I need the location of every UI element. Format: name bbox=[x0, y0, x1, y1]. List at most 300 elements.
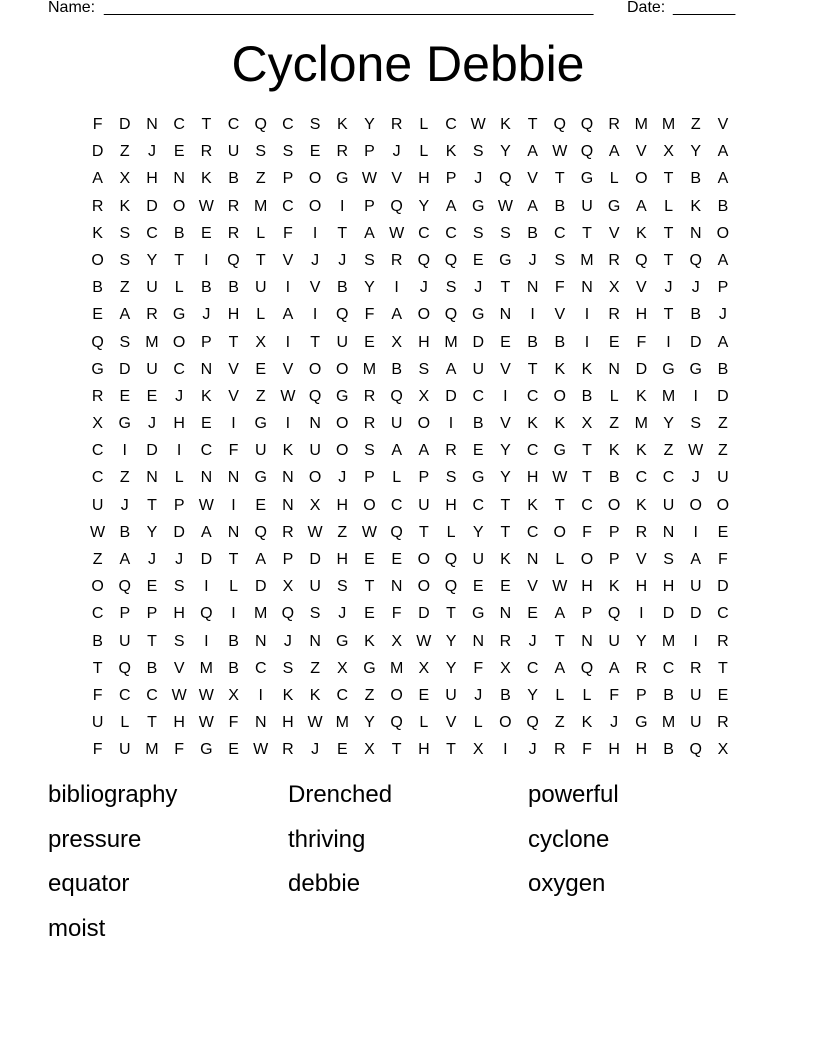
grid-cell[interactable]: C bbox=[336, 686, 349, 704]
grid-cell[interactable]: B bbox=[527, 333, 538, 351]
grid-cell[interactable]: P bbox=[717, 279, 729, 297]
grid-cell[interactable]: J bbox=[664, 279, 673, 297]
grid-cell[interactable]: Q bbox=[390, 714, 403, 732]
grid-cell[interactable]: D bbox=[689, 333, 702, 351]
grid-cell[interactable]: P bbox=[364, 143, 375, 161]
grid-cell[interactable]: X bbox=[282, 578, 294, 596]
grid-cell[interactable]: S bbox=[309, 116, 321, 133]
grid-cell[interactable]: H bbox=[635, 306, 648, 324]
grid-cell[interactable]: N bbox=[390, 578, 403, 596]
grid-cell[interactable]: U bbox=[309, 578, 321, 596]
grid-cell[interactable]: C bbox=[472, 496, 484, 514]
grid-cell[interactable]: R bbox=[717, 632, 729, 650]
grid-cell[interactable]: C bbox=[526, 442, 539, 460]
grid-cell[interactable]: W bbox=[389, 224, 405, 242]
grid-cell[interactable]: I bbox=[693, 632, 698, 650]
grid-cell[interactable]: N bbox=[227, 469, 240, 487]
grid-cell[interactable]: Q bbox=[200, 605, 213, 623]
grid-cell[interactable]: W bbox=[198, 714, 214, 732]
grid-cell[interactable]: M bbox=[199, 659, 213, 677]
grid-cell[interactable]: E bbox=[391, 551, 402, 568]
grid-cell[interactable]: C bbox=[662, 659, 675, 677]
grid-cell[interactable]: C bbox=[635, 469, 648, 487]
grid-cell[interactable]: T bbox=[718, 659, 728, 677]
grid-cell[interactable]: H bbox=[526, 469, 539, 487]
grid-cell[interactable]: Z bbox=[310, 659, 320, 677]
grid-cell[interactable]: L bbox=[120, 714, 130, 732]
grid-cell[interactable]: R bbox=[499, 632, 512, 650]
grid-cell[interactable]: X bbox=[418, 387, 430, 405]
grid-cell[interactable]: H bbox=[282, 714, 294, 732]
grid-cell[interactable]: F bbox=[283, 224, 293, 242]
grid-cell[interactable]: O bbox=[580, 551, 594, 568]
grid-cell[interactable]: D bbox=[173, 523, 185, 541]
name-field[interactable]: _______________________________________________________ bbox=[104, 0, 594, 16]
grid-cell[interactable]: M bbox=[254, 605, 268, 623]
grid-cell[interactable]: Q bbox=[336, 306, 349, 324]
grid-cell[interactable]: O bbox=[363, 496, 376, 514]
grid-cell[interactable]: H bbox=[146, 170, 158, 188]
grid-cell[interactable]: Y bbox=[663, 415, 674, 433]
grid-cell[interactable]: I bbox=[312, 306, 318, 324]
grid-cell[interactable]: N bbox=[608, 360, 620, 378]
grid-cell[interactable]: E bbox=[364, 551, 375, 568]
grid-cell[interactable]: W bbox=[416, 632, 432, 650]
grid-cell[interactable]: Q bbox=[580, 143, 594, 161]
grid-cell[interactable]: S bbox=[282, 143, 294, 161]
grid-cell[interactable]: E bbox=[119, 387, 131, 405]
grid-cell[interactable]: J bbox=[691, 279, 700, 297]
grid-cell[interactable]: C bbox=[445, 116, 457, 133]
grid-cell[interactable]: U bbox=[390, 415, 403, 433]
grid-cell[interactable]: E bbox=[717, 686, 729, 704]
grid-cell[interactable]: G bbox=[471, 197, 485, 215]
grid-cell[interactable]: U bbox=[581, 197, 593, 215]
grid-cell[interactable]: R bbox=[336, 143, 349, 161]
grid-cell[interactable]: K bbox=[282, 442, 294, 460]
grid-cell[interactable]: K bbox=[500, 116, 511, 133]
grid-cell[interactable]: J bbox=[283, 632, 292, 650]
grid-cell[interactable]: T bbox=[446, 741, 456, 759]
grid-cell[interactable]: E bbox=[255, 360, 267, 378]
grid-cell[interactable]: K bbox=[636, 387, 647, 405]
grid-cell[interactable]: B bbox=[717, 360, 729, 378]
grid-cell[interactable]: W bbox=[307, 523, 323, 541]
grid-cell[interactable]: B bbox=[554, 333, 566, 351]
grid-cell[interactable]: Q bbox=[689, 251, 702, 269]
grid-cell[interactable]: R bbox=[608, 306, 620, 324]
grid-cell[interactable]: D bbox=[309, 551, 321, 568]
grid-cell[interactable]: M bbox=[362, 360, 377, 378]
grid-cell[interactable]: B bbox=[201, 279, 212, 297]
grid-cell[interactable]: Y bbox=[527, 686, 538, 704]
grid-cell[interactable]: K bbox=[527, 496, 538, 514]
grid-cell[interactable]: O bbox=[499, 714, 512, 732]
grid-cell[interactable]: L bbox=[555, 686, 565, 704]
grid-cell[interactable]: B bbox=[119, 523, 131, 541]
grid-cell[interactable]: D bbox=[717, 578, 729, 596]
grid-cell[interactable]: W bbox=[552, 143, 568, 161]
grid-cell[interactable]: I bbox=[176, 442, 182, 460]
grid-cell[interactable]: K bbox=[608, 578, 620, 596]
grid-cell[interactable]: J bbox=[311, 251, 320, 269]
grid-cell[interactable]: T bbox=[147, 632, 157, 650]
grid-cell[interactable]: W bbox=[688, 442, 704, 460]
grid-cell[interactable]: Q bbox=[444, 578, 458, 596]
grid-cell[interactable]: L bbox=[664, 197, 673, 215]
grid-cell[interactable]: S bbox=[663, 551, 674, 568]
grid-cell[interactable]: X bbox=[391, 632, 402, 650]
grid-cell[interactable]: P bbox=[364, 197, 375, 215]
grid-cell[interactable]: B bbox=[608, 469, 620, 487]
grid-cell[interactable]: G bbox=[471, 306, 485, 324]
grid-cell[interactable]: L bbox=[582, 686, 592, 704]
grid-cell[interactable]: R bbox=[390, 251, 403, 269]
grid-cell[interactable]: Z bbox=[337, 523, 348, 541]
grid-cell[interactable]: C bbox=[254, 659, 267, 677]
grid-cell[interactable]: J bbox=[202, 306, 211, 324]
grid-cell[interactable]: Q bbox=[118, 659, 131, 677]
grid-cell[interactable]: P bbox=[581, 605, 593, 623]
grid-cell[interactable]: B bbox=[581, 387, 593, 405]
grid-cell[interactable]: T bbox=[174, 251, 185, 269]
grid-cell[interactable]: H bbox=[445, 496, 457, 514]
grid-cell[interactable]: F bbox=[174, 741, 185, 759]
grid-cell[interactable]: Z bbox=[718, 442, 728, 460]
grid-cell[interactable]: E bbox=[472, 251, 484, 269]
grid-cell[interactable]: U bbox=[146, 360, 158, 378]
grid-cell[interactable]: G bbox=[254, 469, 267, 487]
grid-cell[interactable]: O bbox=[553, 523, 566, 541]
grid-cell[interactable]: B bbox=[92, 632, 103, 650]
grid-cell[interactable]: E bbox=[92, 306, 103, 324]
grid-cell[interactable]: W bbox=[361, 170, 378, 188]
grid-cell[interactable]: F bbox=[609, 686, 620, 704]
grid-cell[interactable]: X bbox=[472, 741, 484, 759]
grid-cell[interactable]: V bbox=[527, 170, 538, 188]
grid-cell[interactable]: J bbox=[311, 741, 320, 759]
grid-cell[interactable]: F bbox=[554, 279, 565, 297]
grid-cell[interactable]: Z bbox=[690, 116, 701, 133]
grid-cell[interactable]: K bbox=[636, 224, 647, 242]
grid-cell[interactable]: R bbox=[554, 741, 566, 759]
grid-cell[interactable]: G bbox=[336, 170, 349, 188]
grid-cell[interactable]: W bbox=[552, 469, 568, 487]
grid-cell[interactable]: Q bbox=[526, 714, 539, 732]
grid-cell[interactable]: B bbox=[228, 659, 239, 677]
grid-cell[interactable]: Z bbox=[119, 469, 130, 487]
grid-cell[interactable]: S bbox=[418, 360, 430, 378]
grid-cell[interactable]: A bbox=[391, 306, 402, 324]
grid-cell[interactable]: K bbox=[554, 415, 566, 433]
grid-cell[interactable]: X bbox=[309, 496, 321, 514]
grid-cell[interactable]: N bbox=[200, 360, 213, 378]
grid-cell[interactable]: K bbox=[581, 360, 593, 378]
grid-cell[interactable]: O bbox=[91, 251, 104, 269]
grid-cell[interactable]: W bbox=[361, 523, 378, 541]
grid-cell[interactable]: P bbox=[282, 551, 294, 568]
grid-cell[interactable]: R bbox=[635, 659, 648, 677]
grid-cell[interactable]: W bbox=[198, 686, 214, 704]
grid-cell[interactable]: E bbox=[146, 387, 158, 405]
grid-cell[interactable]: K bbox=[309, 686, 321, 704]
grid-cell[interactable]: T bbox=[582, 442, 592, 460]
grid-cell[interactable]: J bbox=[528, 741, 537, 759]
grid-cell[interactable]: I bbox=[285, 415, 291, 433]
grid-cell[interactable]: T bbox=[147, 714, 157, 732]
grid-cell[interactable]: J bbox=[147, 143, 156, 161]
grid-cell[interactable]: F bbox=[92, 116, 103, 133]
grid-cell[interactable]: U bbox=[472, 360, 484, 378]
grid-cell[interactable]: I bbox=[204, 632, 209, 650]
grid-cell[interactable]: Q bbox=[91, 333, 104, 351]
grid-cell[interactable]: B bbox=[690, 306, 702, 324]
grid-cell[interactable]: I bbox=[530, 306, 535, 324]
grid-cell[interactable]: I bbox=[285, 333, 291, 351]
grid-cell[interactable]: B bbox=[690, 170, 702, 188]
grid-cell[interactable]: S bbox=[500, 224, 511, 242]
grid-cell[interactable]: I bbox=[693, 523, 698, 541]
grid-cell[interactable]: U bbox=[91, 714, 104, 732]
grid-cell[interactable]: L bbox=[555, 551, 565, 568]
grid-cell[interactable]: O bbox=[336, 415, 349, 433]
grid-cell[interactable]: A bbox=[527, 197, 538, 215]
grid-cell[interactable]: D bbox=[418, 605, 430, 623]
grid-cell[interactable]: O bbox=[417, 551, 431, 568]
grid-cell[interactable]: G bbox=[580, 170, 594, 188]
grid-cell[interactable]: A bbox=[364, 224, 375, 242]
grid-cell[interactable]: D bbox=[146, 197, 158, 215]
grid-cell[interactable]: G bbox=[471, 469, 485, 487]
grid-cell[interactable]: U bbox=[689, 686, 702, 704]
grid-cell[interactable]: Z bbox=[255, 387, 266, 405]
grid-cell[interactable]: H bbox=[418, 741, 430, 759]
grid-cell[interactable]: W bbox=[171, 686, 187, 704]
grid-cell[interactable]: T bbox=[418, 523, 429, 541]
grid-cell[interactable]: O bbox=[417, 578, 431, 596]
grid-cell[interactable]: I bbox=[285, 279, 291, 297]
grid-cell[interactable]: V bbox=[636, 551, 647, 568]
grid-cell[interactable]: Y bbox=[146, 523, 158, 541]
grid-cell[interactable]: V bbox=[500, 360, 511, 378]
grid-cell[interactable]: B bbox=[228, 279, 239, 297]
grid-cell[interactable]: T bbox=[527, 360, 538, 378]
grid-cell[interactable]: V bbox=[500, 415, 511, 433]
grid-cell[interactable]: B bbox=[472, 415, 484, 433]
grid-cell[interactable]: J bbox=[338, 251, 347, 269]
grid-cell[interactable]: M bbox=[254, 197, 268, 215]
grid-cell[interactable]: D bbox=[445, 387, 457, 405]
grid-cell[interactable]: N bbox=[173, 170, 185, 188]
grid-cell[interactable]: Q bbox=[580, 116, 594, 133]
grid-cell[interactable]: N bbox=[499, 605, 512, 623]
grid-cell[interactable]: T bbox=[147, 496, 157, 514]
grid-cell[interactable]: A bbox=[527, 143, 538, 161]
grid-cell[interactable]: K bbox=[581, 714, 593, 732]
grid-cell[interactable]: T bbox=[527, 116, 538, 133]
grid-cell[interactable]: O bbox=[308, 170, 322, 188]
grid-cell[interactable]: A bbox=[636, 197, 647, 215]
grid-cell[interactable]: N bbox=[472, 632, 484, 650]
grid-cell[interactable]: V bbox=[717, 116, 729, 133]
grid-cell[interactable]: G bbox=[336, 387, 349, 405]
grid-cell[interactable]: L bbox=[174, 279, 184, 297]
grid-cell[interactable]: G bbox=[689, 360, 702, 378]
grid-cell[interactable]: Y bbox=[472, 523, 484, 541]
grid-cell[interactable]: M bbox=[661, 387, 676, 405]
grid-cell[interactable]: P bbox=[418, 469, 430, 487]
grid-cell[interactable]: U bbox=[91, 496, 104, 514]
grid-cell[interactable]: O bbox=[635, 170, 648, 188]
grid-cell[interactable]: K bbox=[445, 143, 457, 161]
grid-cell[interactable]: X bbox=[663, 143, 674, 161]
grid-cell[interactable]: Q bbox=[254, 523, 267, 541]
grid-cell[interactable]: S bbox=[282, 659, 294, 677]
grid-cell[interactable]: V bbox=[608, 224, 620, 242]
grid-cell[interactable]: I bbox=[666, 333, 671, 351]
grid-cell[interactable]: R bbox=[282, 523, 294, 541]
grid-cell[interactable]: L bbox=[446, 523, 456, 541]
grid-cell[interactable]: U bbox=[608, 632, 620, 650]
grid-cell[interactable]: I bbox=[639, 605, 644, 623]
grid-cell[interactable]: G bbox=[118, 415, 131, 433]
grid-cell[interactable]: A bbox=[255, 551, 267, 568]
grid-cell[interactable]: G bbox=[607, 197, 621, 215]
grid-cell[interactable]: J bbox=[120, 496, 129, 514]
grid-cell[interactable]: E bbox=[418, 686, 430, 704]
grid-cell[interactable]: Y bbox=[636, 632, 647, 650]
grid-cell[interactable]: L bbox=[392, 469, 402, 487]
grid-cell[interactable]: L bbox=[174, 469, 184, 487]
grid-cell[interactable]: E bbox=[500, 333, 511, 351]
grid-cell[interactable]: S bbox=[173, 632, 185, 650]
grid-cell[interactable]: F bbox=[473, 659, 484, 677]
grid-cell[interactable]: N bbox=[282, 496, 294, 514]
grid-cell[interactable]: K bbox=[201, 170, 212, 188]
grid-cell[interactable]: G bbox=[662, 360, 675, 378]
grid-cell[interactable]: X bbox=[92, 415, 103, 433]
grid-cell[interactable]: J bbox=[528, 251, 537, 269]
grid-cell[interactable]: Q bbox=[607, 605, 621, 623]
grid-cell[interactable]: P bbox=[282, 170, 294, 188]
grid-cell[interactable]: M bbox=[661, 632, 676, 650]
grid-cell[interactable]: I bbox=[204, 578, 209, 596]
grid-cell[interactable]: H bbox=[418, 170, 430, 188]
grid-cell[interactable]: E bbox=[472, 578, 484, 596]
grid-cell[interactable]: D bbox=[662, 605, 675, 623]
grid-cell[interactable]: O bbox=[553, 387, 566, 405]
grid-cell[interactable]: Q bbox=[444, 251, 458, 269]
grid-cell[interactable]: C bbox=[445, 224, 457, 242]
grid-cell[interactable]: R bbox=[200, 143, 213, 161]
grid-cell[interactable]: I bbox=[503, 387, 508, 405]
grid-cell[interactable]: D bbox=[119, 116, 131, 133]
grid-cell[interactable]: J bbox=[691, 469, 700, 487]
grid-cell[interactable]: Q bbox=[281, 605, 295, 623]
grid-cell[interactable]: J bbox=[147, 415, 156, 433]
grid-cell[interactable]: N bbox=[146, 116, 158, 133]
grid-cell[interactable]: I bbox=[122, 442, 127, 460]
grid-cell[interactable]: L bbox=[609, 170, 619, 188]
grid-cell[interactable]: S bbox=[445, 279, 457, 297]
grid-cell[interactable]: I bbox=[312, 224, 318, 242]
grid-cell[interactable]: W bbox=[280, 387, 296, 405]
grid-cell[interactable]: C bbox=[173, 360, 185, 378]
grid-cell[interactable]: C bbox=[91, 605, 104, 623]
grid-cell[interactable]: D bbox=[635, 360, 648, 378]
grid-cell[interactable]: K bbox=[636, 442, 647, 460]
grid-cell[interactable]: G bbox=[200, 741, 213, 759]
grid-cell[interactable]: J bbox=[147, 551, 156, 568]
grid-cell[interactable]: Z bbox=[92, 551, 103, 568]
grid-cell[interactable]: I bbox=[258, 686, 263, 704]
grid-cell[interactable]: D bbox=[717, 387, 729, 405]
grid-cell[interactable]: U bbox=[146, 279, 158, 297]
grid-cell[interactable]: W bbox=[552, 578, 568, 596]
grid-cell[interactable]: X bbox=[364, 741, 375, 759]
grid-cell[interactable]: D bbox=[146, 442, 158, 460]
grid-cell[interactable]: E bbox=[201, 415, 212, 433]
grid-cell[interactable]: A bbox=[445, 360, 457, 378]
grid-cell[interactable]: G bbox=[553, 442, 566, 460]
grid-cell[interactable]: E bbox=[228, 741, 239, 759]
grid-cell[interactable]: M bbox=[335, 714, 349, 732]
grid-cell[interactable]: O bbox=[716, 224, 730, 242]
grid-cell[interactable]: E bbox=[472, 442, 484, 460]
grid-cell[interactable]: T bbox=[500, 496, 511, 514]
grid-cell[interactable]: L bbox=[419, 143, 429, 161]
grid-cell[interactable]: A bbox=[717, 251, 729, 269]
grid-cell[interactable]: T bbox=[663, 224, 674, 242]
grid-cell[interactable]: E bbox=[527, 605, 538, 623]
grid-cell[interactable]: B bbox=[717, 197, 729, 215]
grid-cell[interactable]: Z bbox=[609, 415, 620, 433]
grid-cell[interactable]: C bbox=[581, 496, 593, 514]
grid-cell[interactable]: Q bbox=[227, 251, 240, 269]
grid-cell[interactable]: E bbox=[146, 578, 158, 596]
grid-cell[interactable]: D bbox=[119, 360, 131, 378]
grid-cell[interactable]: Q bbox=[390, 387, 403, 405]
grid-cell[interactable]: R bbox=[390, 116, 403, 133]
grid-cell[interactable]: M bbox=[389, 659, 404, 677]
grid-cell[interactable]: P bbox=[636, 686, 647, 704]
grid-cell[interactable]: T bbox=[337, 224, 348, 242]
grid-cell[interactable]: Z bbox=[663, 442, 674, 460]
grid-cell[interactable]: A bbox=[445, 197, 457, 215]
grid-cell[interactable]: F bbox=[582, 523, 592, 541]
grid-cell[interactable]: Z bbox=[119, 143, 130, 161]
grid-cell[interactable]: J bbox=[338, 469, 347, 487]
grid-cell[interactable]: C bbox=[418, 224, 430, 242]
grid-cell[interactable]: C bbox=[91, 469, 104, 487]
grid-cell[interactable]: F bbox=[228, 714, 239, 732]
grid-cell[interactable]: N bbox=[662, 523, 675, 541]
grid-cell[interactable]: W bbox=[253, 741, 269, 759]
grid-cell[interactable]: B bbox=[663, 686, 674, 704]
grid-cell[interactable]: U bbox=[689, 578, 702, 596]
grid-cell[interactable]: W bbox=[470, 116, 486, 133]
grid-cell[interactable]: F bbox=[364, 306, 375, 324]
grid-cell[interactable]: B bbox=[146, 659, 158, 677]
grid-cell[interactable]: L bbox=[419, 714, 429, 732]
grid-cell[interactable]: A bbox=[119, 306, 131, 324]
grid-cell[interactable]: C bbox=[526, 387, 539, 405]
grid-cell[interactable]: Y bbox=[364, 116, 375, 133]
grid-cell[interactable]: P bbox=[173, 496, 185, 514]
grid-cell[interactable]: X bbox=[418, 659, 430, 677]
grid-cell[interactable]: X bbox=[500, 659, 511, 677]
grid-cell[interactable]: L bbox=[229, 578, 238, 596]
